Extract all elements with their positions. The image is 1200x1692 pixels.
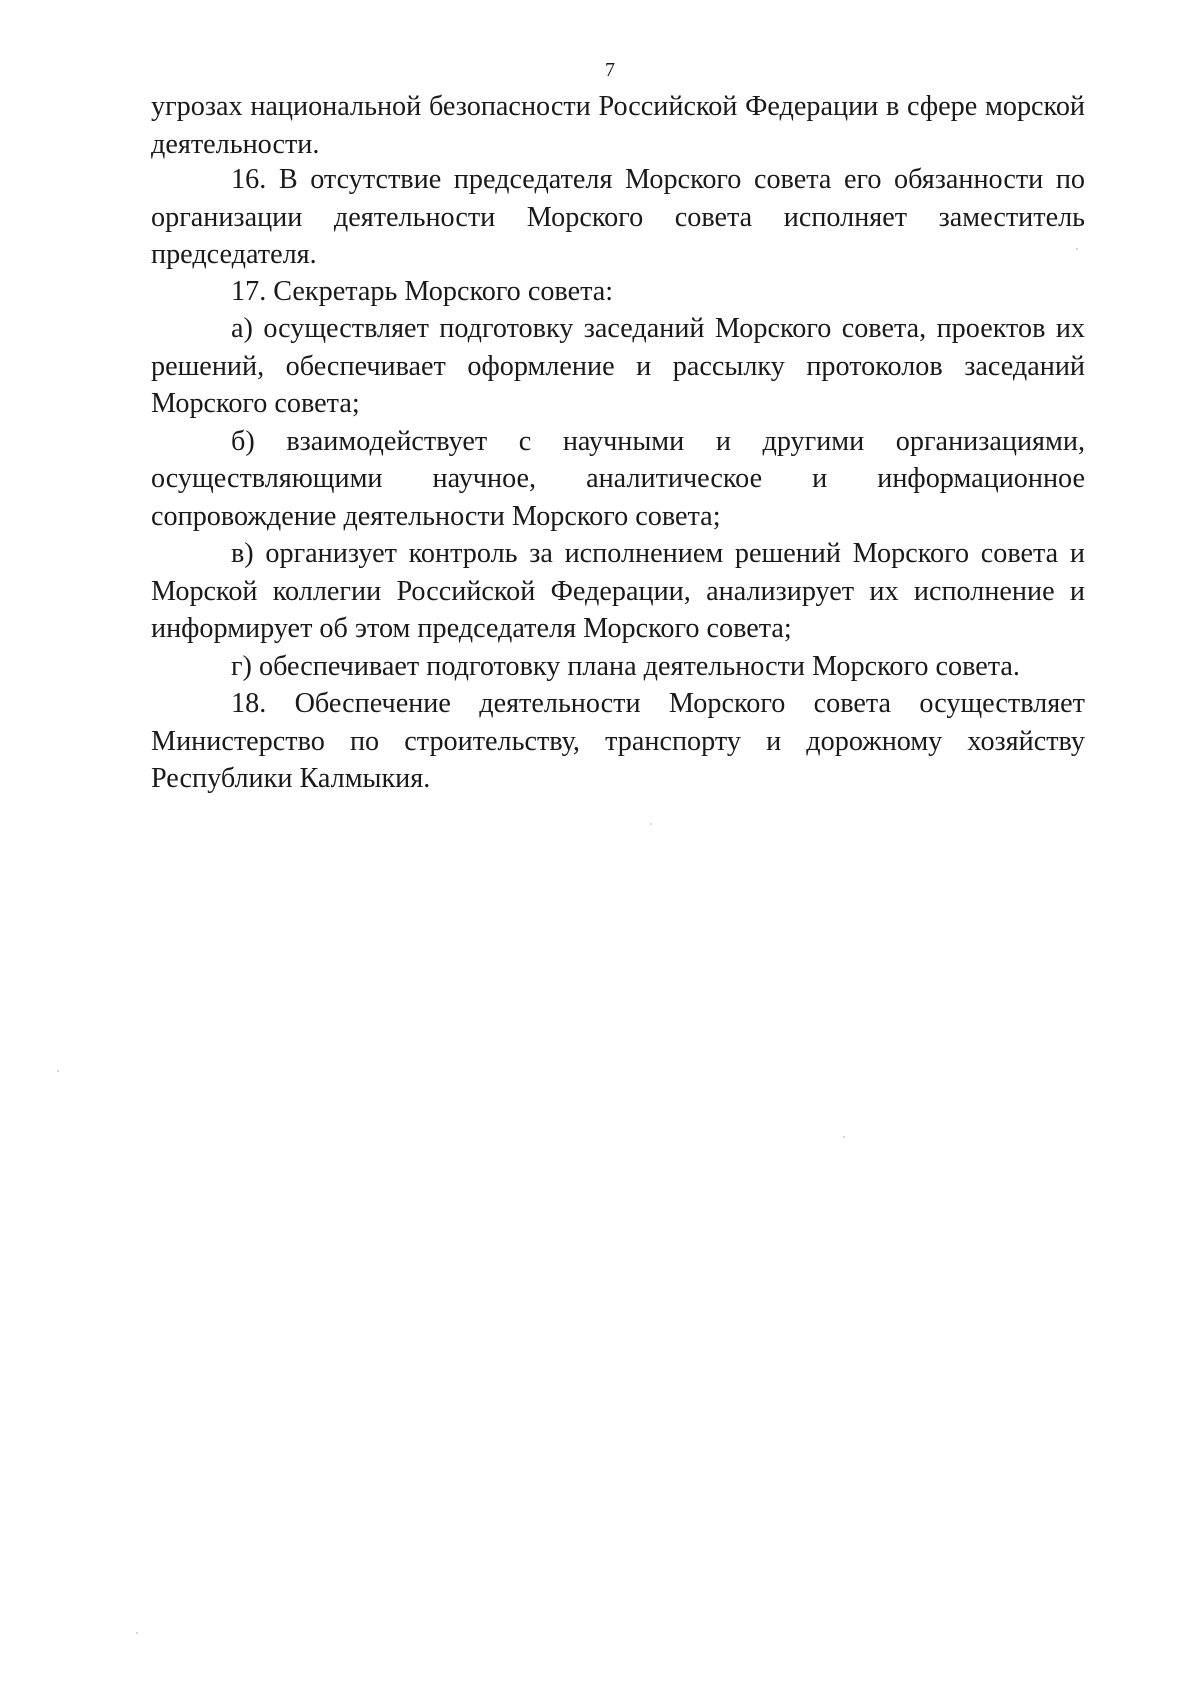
scan-speck xyxy=(650,823,652,825)
paragraph-item-16: 16. В отсутствие председателя Морского совета его обязанности по организации деятельности Морского совета исполняет заместитель председателя. xyxy=(151,164,1085,270)
paragraph-item-17-b: б) взаимодействует с научными и другими организациями, осуществляющими научное, аналитическое и информационное сопровождение деятельности Морского совета; xyxy=(151,425,1085,532)
page-number: 7 xyxy=(605,59,615,81)
paragraph-continuation: угрозах национальной безопасности Российской Федерации в сфере морской деятельности. xyxy=(151,91,1085,160)
paragraph-item-17-v: в) организует контроль за исполнением решений Морского совета и Морской коллегии Российской Федерации, анализирует их исполнение и информирует об этом председателя Морского совета; xyxy=(151,538,1085,644)
scan-speck xyxy=(57,1070,59,1072)
document-body xyxy=(151,88,1085,798)
scan-speck xyxy=(843,1136,845,1138)
scan-speck xyxy=(1076,248,1078,250)
scan-speck xyxy=(136,1632,138,1634)
paragraph-item-18: 18. Обеспечение деятельности Морского совета осуществляет Министерство по строительству, транспорту и дорожному хозяйству Республики Калмыкия. xyxy=(151,688,1085,794)
paragraph-item-17-g: г) обеспечивает подготовку плана деятельности Морского совета. xyxy=(231,650,1020,682)
paragraph-item-17: 17. Секретарь Морского совета: xyxy=(231,275,614,307)
paragraph-item-17-a: а) осуществляет подготовку заседаний Морского совета, проектов их решений, обеспечивает оформление и рассылку протоколов заседаний Морского совета; xyxy=(151,313,1085,419)
